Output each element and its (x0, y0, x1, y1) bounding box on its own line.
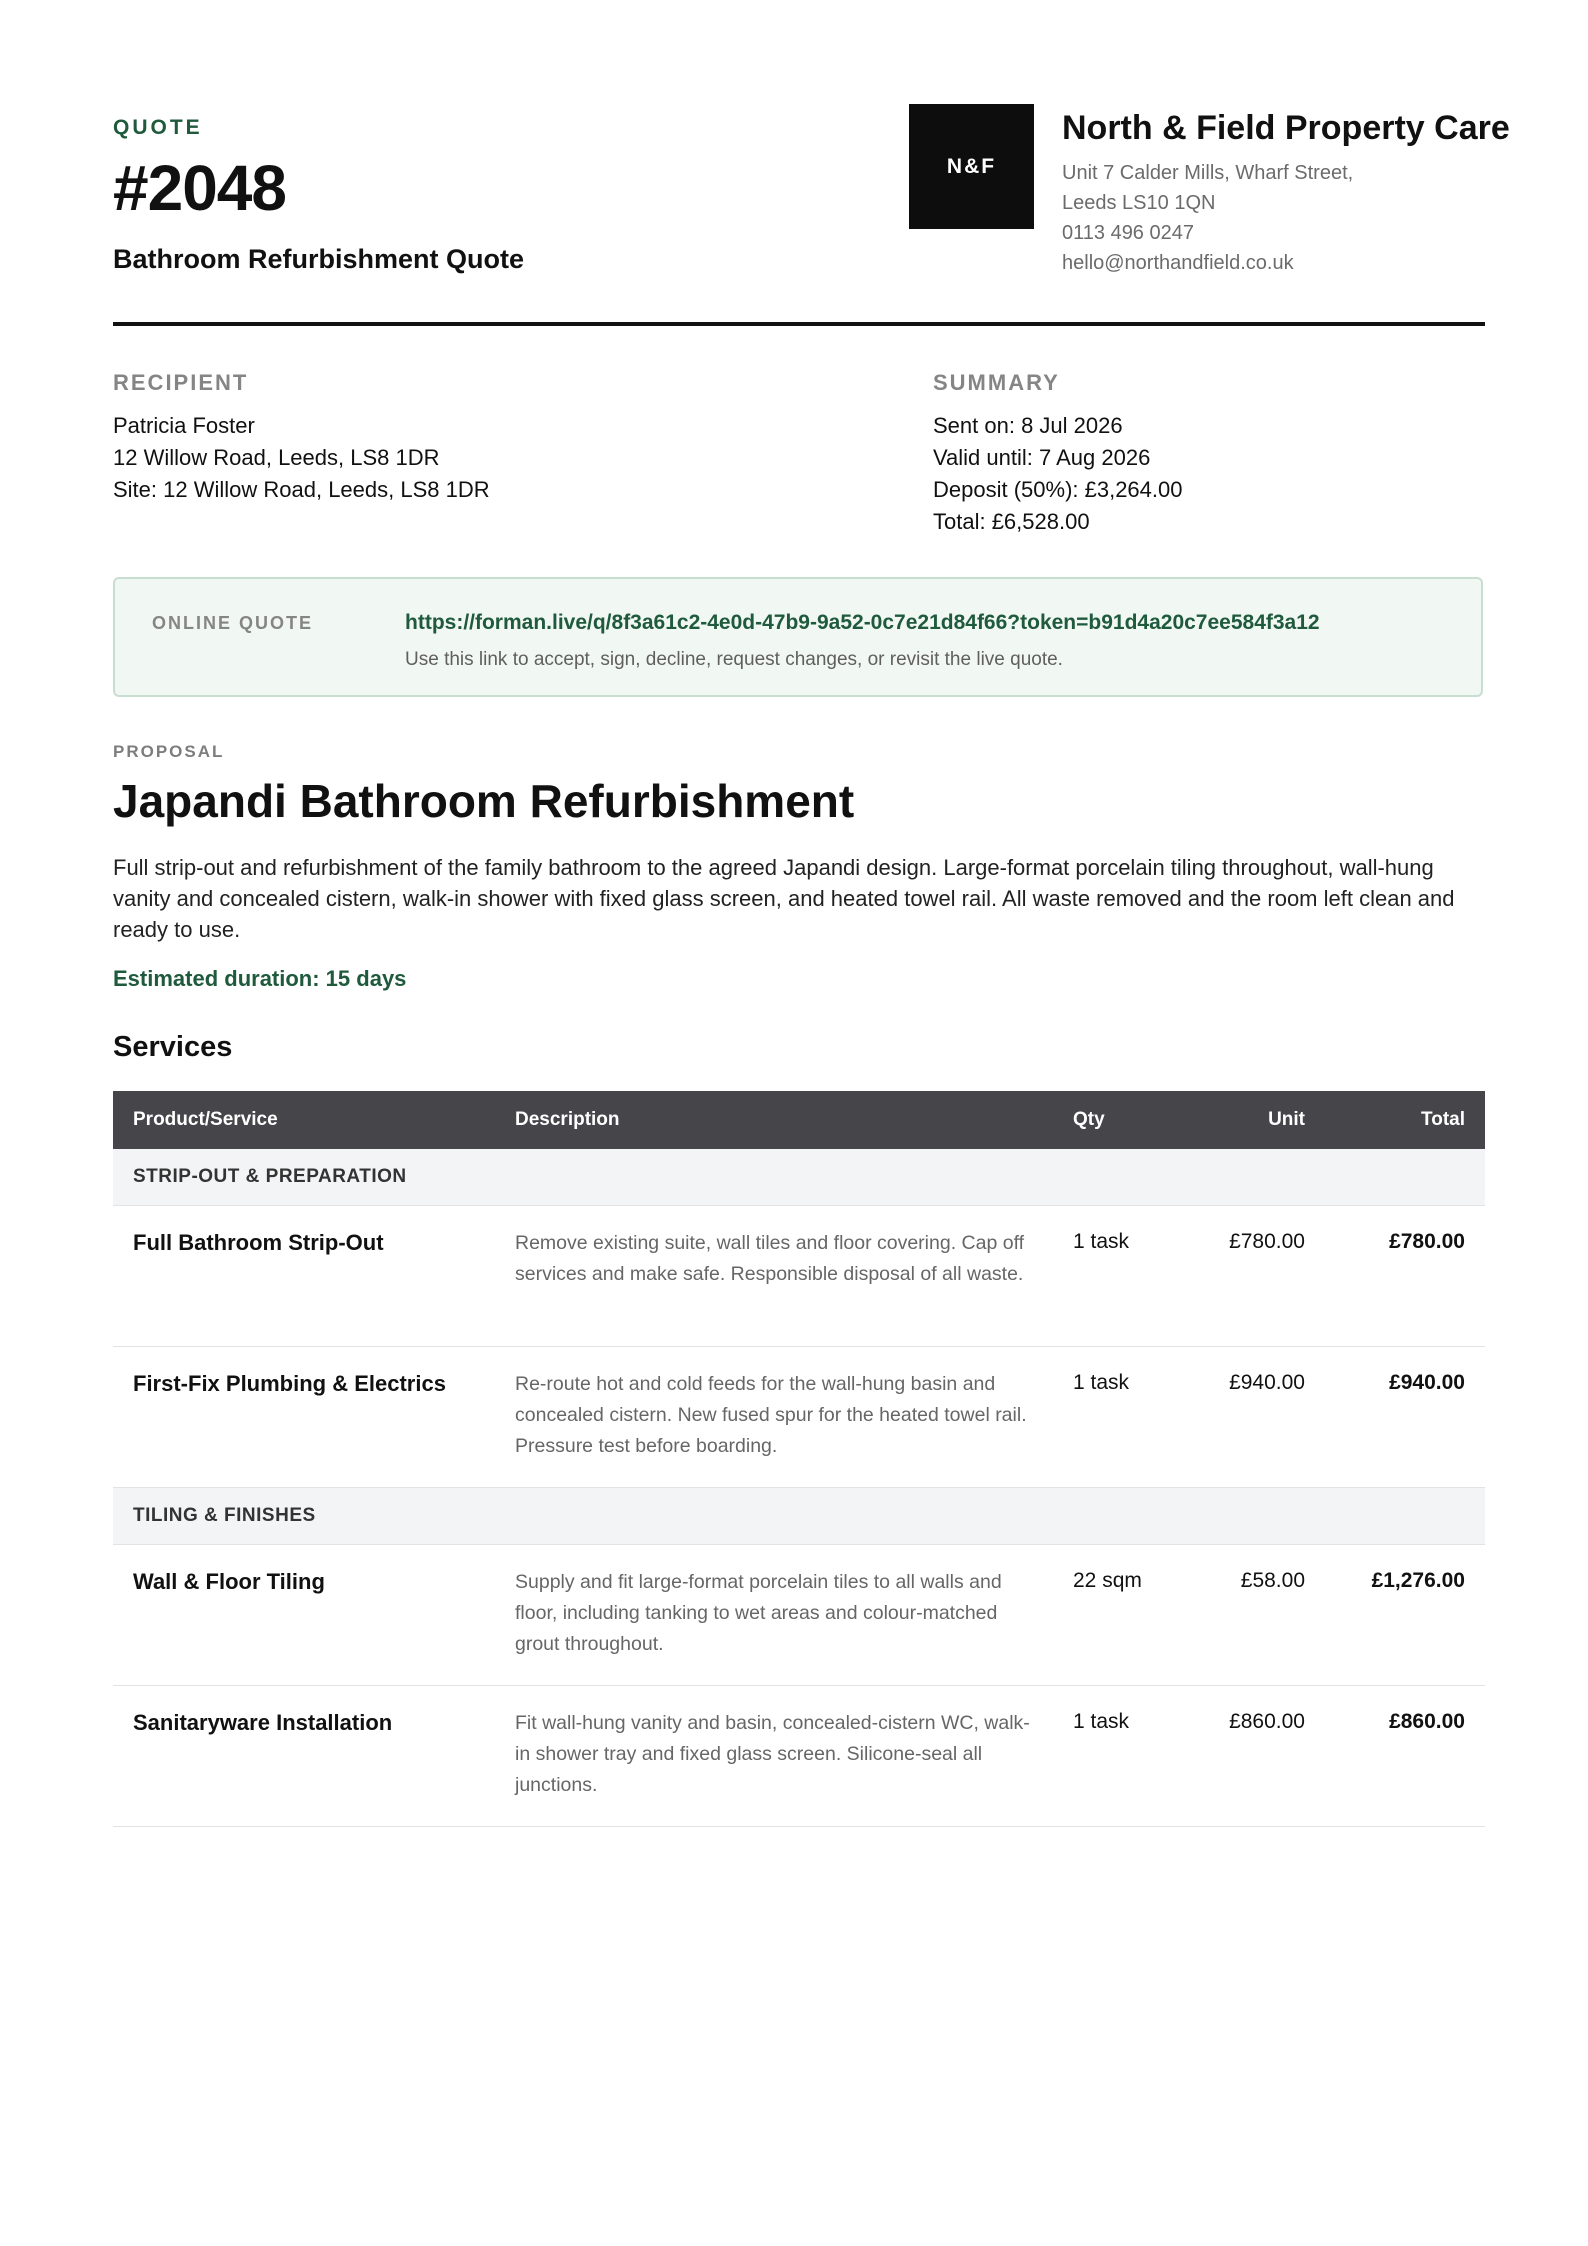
column-header-total: Total (1421, 1109, 1465, 1130)
item-qty: 1 task (1073, 1230, 1130, 1253)
table-row (113, 1686, 1485, 1827)
item-name: First-Fix Plumbing & Electrics (133, 1371, 446, 1396)
item-qty: 1 task (1073, 1371, 1130, 1394)
item-name: Full Bathroom Strip-Out (133, 1230, 384, 1255)
column-header-product: Product/Service (133, 1109, 278, 1130)
item-unit-price: £860.00 (1229, 1710, 1305, 1733)
online-quote-note: Use this link to accept, sign, decline, request changes, or revisit the live quote. (405, 649, 1063, 670)
item-description: Remove existing suite, wall tiles and floor covering. Cap off services and make safe. Responsible disposal of all waste. (515, 1232, 1025, 1285)
company-logo (909, 104, 1034, 229)
summary-heading: SUMMARY (933, 370, 1060, 395)
recipient-block (113, 370, 490, 506)
summary-deposit: Deposit (50%): £3,264.00 (933, 477, 1183, 502)
item-total: £860.00 (1389, 1710, 1465, 1733)
logo-text: N&F (946, 154, 997, 178)
recipient-address: 12 Willow Road, Leeds, LS8 1DR (113, 445, 440, 470)
company-details (1062, 106, 1510, 278)
quote-header (113, 0, 1510, 326)
item-description: Re-route hot and cold feeds for the wall-hung basin and concealed cistern. New fused spur for the heated towel rail. Pressure test before boarding. (515, 1373, 1027, 1457)
proposal-description: Full strip-out and refurbishment of the family bathroom to the agreed Japandi design. Large-format porcelain tiling throughout, wall-hung vanity and concealed cistern, walk-in shower with fixed glass screen, and heated towel rail. All waste removed and the room left clean and ready to use. (113, 855, 1455, 942)
item-total: £1,276.00 (1371, 1569, 1465, 1592)
column-header-qty: Qty (1073, 1109, 1105, 1130)
item-name: Sanitaryware Installation (133, 1710, 393, 1735)
table-row (113, 1347, 1485, 1488)
estimated-duration: Estimated duration: 15 days (113, 966, 407, 991)
summary-sent-on: Sent on: 8 Jul 2026 (933, 413, 1123, 438)
item-unit-price: £58.00 (1240, 1569, 1305, 1592)
summary-valid-until: Valid until: 7 Aug 2026 (933, 445, 1151, 470)
item-total: £940.00 (1389, 1371, 1465, 1394)
proposal-title: Japandi Bathroom Refurbishment (113, 775, 855, 827)
recipient-site: Site: 12 Willow Road, Leeds, LS8 1DR (113, 477, 490, 502)
table-row (113, 1545, 1485, 1686)
recipient-name: Patricia Foster (113, 413, 255, 438)
section-row (113, 1149, 1485, 1206)
company-email[interactable]: hello@northandfield.co.uk (1062, 252, 1294, 274)
item-description: Supply and fit large-format porcelain tiles to all walls and floor, including tanking to wet areas and colour-matched grout throughout. (515, 1571, 1002, 1655)
item-unit-price: £940.00 (1229, 1371, 1305, 1394)
quote-title: Bathroom Refurbishment Quote (113, 244, 525, 274)
summary-block (933, 370, 1183, 538)
item-qty: 1 task (1073, 1710, 1130, 1733)
section-title: TILING & FINISHES (133, 1505, 316, 1526)
item-qty: 22 sqm (1073, 1569, 1142, 1592)
online-quote-box (113, 577, 1483, 697)
column-header-description: Description (515, 1109, 620, 1130)
quote-number: #2048 (113, 152, 286, 224)
services-table (113, 1091, 1485, 1827)
item-unit-price: £780.00 (1229, 1230, 1305, 1253)
company-address-line-2: Leeds LS10 1QN (1062, 192, 1216, 214)
online-quote-link[interactable]: https://forman.live/q/8f3a61c2-4e0d-47b9-9a52-0c7e21d84f66?token=b91d4a20c7ee584f3a12 (405, 611, 1320, 634)
column-header-unit: Unit (1268, 1109, 1305, 1130)
company-phone: 0113 496 0247 (1062, 222, 1194, 244)
section-row (113, 1488, 1485, 1545)
online-quote-label: ONLINE QUOTE (152, 613, 314, 633)
company-name: North & Field Property Care (1062, 109, 1510, 147)
quote-document (113, 0, 1510, 1796)
proposal-label: PROPOSAL (113, 742, 225, 761)
quote-label: QUOTE (113, 116, 203, 139)
item-description: Fit wall-hung vanity and basin, concealed-cistern WC, walk-in shower tray and fixed glass screen. Silicone-seal all junctions. (515, 1712, 1030, 1796)
table-header (113, 1091, 1485, 1149)
company-address-line-1: Unit 7 Calder Mills, Wharf Street, (1062, 162, 1354, 184)
item-name: Wall & Floor Tiling (133, 1569, 325, 1594)
item-total: £780.00 (1389, 1230, 1465, 1253)
section-title: STRIP-OUT & PREPARATION (133, 1166, 407, 1187)
table-row (113, 1206, 1485, 1347)
recipient-summary-section (113, 326, 1485, 576)
summary-total: Total: £6,528.00 (933, 509, 1090, 534)
recipient-heading: RECIPIENT (113, 370, 249, 395)
services-heading: Services (113, 1031, 233, 1063)
